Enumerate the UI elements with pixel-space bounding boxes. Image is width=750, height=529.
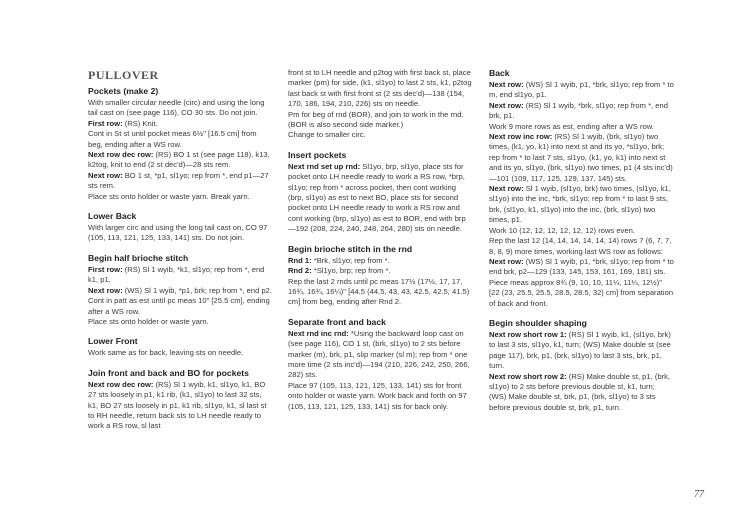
instruction-text: With smaller circular needle (circ) and using the long tail cast on (see page 116), CO 30 sts. Do not join. [88, 98, 265, 118]
instruction-text: (RS) BO 1 st (see page 118), k13, k2tog, knit to end (2 st dec'd)—28 sts rem. [88, 150, 270, 170]
instruction-text: (RS) Sl 1 wyib, (brk, sl1yo) two times, (k1, yo, k1) into next st and its yo, *sl1yo, brk; rep from * to last 7 sts, sl1yo, (k1, yo, k1) into next st and its yo, sl1yo, (brk, sl1yo) two times, p1 (4 sts inc'd)—101 (109, 117, 125, 129, 137, 145) sts. [489, 132, 673, 183]
instruction-paragraph [88, 119, 273, 129]
instruction-paragraph [489, 236, 674, 257]
row-label: Next row: [489, 256, 524, 266]
section [489, 318, 674, 413]
instruction-text: front st to LH needle and p2tog with first back st, place marker (pm) for side, (k1, sl1yo) to last 2 sts, k1, p2tog last back st with first front st (2 sts dec'd)—138 (154, 170, 186, 194, 210, 226) sts on needle. [288, 68, 472, 109]
instruction-paragraph [88, 223, 273, 244]
instruction-text: *Using the backward loop cast on (see page 116), CO 1 st, (brk, sl1yo) to 2 sts before marker (m), brk, p1, slip marker (sl m); rep from * one more time (2 sts inc'd)—194 (210, 226, 242, 250, 266, 282) sts. [288, 328, 470, 380]
instruction-paragraph [489, 80, 674, 101]
instruction-text: (RS) Knit. [122, 118, 158, 128]
section [88, 368, 273, 432]
instruction-paragraph [88, 317, 273, 327]
instruction-text: Work same as for back, leaving sts on needle. [88, 348, 244, 358]
page-number: 77 [694, 489, 704, 500]
section-heading: Begin half brioche stitch [88, 252, 189, 263]
instruction-paragraph [288, 68, 473, 110]
instruction-paragraph [88, 98, 273, 119]
section-heading: Begin brioche stitch in the rnd [288, 243, 413, 254]
section-heading: Begin shoulder shaping [489, 317, 587, 328]
section-heading: Insert pockets [288, 149, 347, 160]
column-2 [288, 68, 473, 421]
instruction-paragraph [489, 372, 674, 414]
instruction-paragraph [88, 171, 273, 192]
instruction-paragraph [88, 286, 273, 296]
pattern-title: PULLOVER [88, 68, 159, 82]
instruction-text: (RS) Sl 1 wyib, *brk, sl1yo; rep from *, end brk, p1. [489, 100, 668, 121]
instruction-paragraph [288, 266, 473, 276]
instruction-text: Place sts onto holder or waste yarn. Break yarn. [88, 191, 250, 201]
section-heading: Back [489, 68, 510, 78]
instruction-text: With larger circ and using the long tail cast on, CO 97 (105, 113, 121, 125, 133, 141) sts. Do not join. [88, 223, 268, 243]
column-1 [88, 68, 273, 441]
instruction-text: (WS) Sl 1 wyib, p1, *brk, sl1yo; rep from * to m, end sl1yo, p1. [489, 80, 674, 100]
section [288, 150, 473, 235]
row-label: Next row: [88, 170, 123, 180]
instruction-paragraph [88, 192, 273, 202]
section [288, 68, 473, 141]
section-heading: Lower Front [88, 336, 138, 347]
instruction-text: Place 97 (105, 113, 121, 125, 133, 141) sts for front onto holder or waste yarn. Work back and forth on 97 (105, 113, 121, 125, 133, 141) sts for back only. [288, 380, 467, 411]
column-3 [489, 68, 674, 422]
instruction-paragraph [88, 296, 273, 317]
section [288, 317, 473, 412]
instruction-text: Work 9 more rows as est, ending after a WS row. [489, 121, 654, 131]
section [88, 336, 273, 358]
section [88, 253, 273, 327]
instruction-text: (RS) Sl 1 wyib, k1, sl1yo, k1, BO 27 sts loosely in p1, k1 rib, (k1, sl1yo) to last 32 sts, k1, BO 27 sts loosely in p1, k1 rib, sl1yo, k1, sl last st to RH needle, return back sts to LH needle ready to work a RS row, sl last [88, 379, 267, 431]
instruction-text: Pm for beg of rnd (BOR), and join to work in the rnd. (BOR is also second side marker.) [288, 109, 464, 130]
section [288, 244, 473, 308]
instruction-text: Cont in patt as est until pc meas 10" [25.5 cm], ending after a WS row. [88, 296, 270, 316]
instruction-text: Place sts onto holder or waste yarn. [88, 316, 209, 326]
row-label: Next row dec row: [88, 150, 154, 160]
section [88, 211, 273, 244]
instruction-paragraph [288, 162, 473, 235]
section [489, 68, 674, 309]
row-label: Next row short row 1: [489, 329, 567, 339]
row-label: Next row: [489, 100, 524, 110]
instruction-paragraph [489, 101, 674, 122]
instruction-paragraph [88, 129, 273, 150]
instruction-text: Change to smaller circ. [288, 130, 366, 140]
row-label: Next row inc row: [489, 132, 553, 142]
instruction-text: Rep the last 2 rnds until pc meas 17½ (17½, 17, 17, 16¾, 16¾, 16¼)" [44.5 (44.5, 43, 43, 42.5, 42.5, 41.5) cm] from beg, ending after Rnd 2. [288, 276, 470, 307]
instruction-paragraph [288, 130, 473, 140]
instruction-paragraph [88, 348, 273, 358]
row-label: First row: [88, 264, 123, 274]
section-heading: Pockets (make 2) [88, 86, 159, 96]
instruction-paragraph [489, 226, 674, 236]
instruction-text: (RS) Sl 1 wyib, k1, (sl1yo, brk) to last 3 sts, sl1yo, k1, turn; (WS) Make double st (see page 117), brk, p1, (brk, sl1yo) to last 3 sts, brk, p1, turn. [489, 329, 671, 371]
row-label: Next rnd inc rnd: [288, 328, 349, 338]
instruction-text: Cont in St st until pocket meas 6½" [16.5 cm] from beg, ending after a WS row. [88, 129, 257, 149]
instruction-paragraph [489, 257, 674, 278]
instruction-paragraph [88, 150, 273, 171]
section-heading: Join front and back and BO for pockets [88, 367, 249, 378]
row-label: Rnd 2: [288, 266, 312, 276]
instruction-paragraph [489, 184, 674, 226]
instruction-paragraph [489, 132, 674, 184]
instruction-paragraph [288, 256, 473, 266]
section [88, 86, 273, 202]
instruction-text: (RS) Sl 1 wyib, *k1, sl1yo; rep from *, end k1, p1. [88, 264, 265, 285]
instruction-paragraph [489, 330, 674, 372]
instruction-paragraph [288, 277, 473, 308]
instruction-text: (WS) Sl 1 wyib, p1, *brk, sl1yo; rep from * to end brk, p2—129 (133, 145, 153, 161, 169, 181) sts. [489, 256, 674, 277]
instruction-paragraph [88, 380, 273, 432]
instruction-text: (RS) Make double st, p1, (brk, sl1yo) to 2 sts before previous double st, k1, turn; (WS) Make double st, brk, p1, (brk, sl1yo) to 3 sts before previous double st, brk, p1, turn. [489, 371, 671, 412]
instruction-text: Piece meas approx 8¾ (9, 10, 10, 11¼, 11¼, 12½)" [22 (23, 25.5, 25.5, 28.5, 28.5, 32) cm] from separation of back and front. [489, 277, 674, 308]
section-heading: Separate front and back [288, 316, 386, 327]
instruction-text: Work 10 (12, 12, 12, 12, 12, 12) rows even. [489, 225, 635, 235]
instruction-paragraph [288, 381, 473, 412]
instruction-paragraph [489, 122, 674, 132]
instruction-paragraph [489, 278, 674, 309]
instruction-text: Rep the last 12 (14, 14, 14, 14, 14, 14) rows 7 (6, 7, 7, 8, 8, 9) more times, working last WS row as follows: [489, 236, 672, 256]
instruction-paragraph [288, 329, 473, 381]
instruction-text: Sl1yo, brp, sl1yo, place sts for pocket onto LH needle ready to work a RS row, *brp, sl1yo; rep from * across pocket, then cont working (brp, sl1yo) as est to next BO, place sts for second pocket onto LH needle ready to work a RS row and cont working (brp, sl1yo) as est to BOR, end with brp—192 (208, 224, 240, 248, 264, 280) sts on needle. [288, 161, 466, 234]
row-label: Next rnd set up rnd: [288, 161, 361, 171]
row-label: First row: [88, 118, 123, 128]
section-heading: Lower Back [88, 211, 137, 222]
row-label: Rnd 1: [288, 255, 312, 265]
instruction-paragraph [288, 110, 473, 131]
row-label: Next row short row 2: [489, 371, 567, 381]
instruction-text: (WS) Sl 1 wyib, *p1, brk; rep from *, end p2. [122, 285, 273, 295]
instruction-text: *Brk, sl1yo; rep from *. [311, 255, 390, 265]
row-label: Next row: [88, 285, 123, 295]
instruction-text: BO 1 st, *p1, sl1yo; rep from *, end p1—27 sts rem. [88, 170, 269, 191]
instruction-text: Sl 1 wyib, (sl1yo, brk) two times, (sl1yo, k1, sl1yo) into the inc, *brk, sl1yo; rep from * to last 9 sts, brk, (sl1yo, k1, sl1yo) into the inc, (brk, sl1yo) two times, p1. [489, 184, 671, 225]
row-label: Next row: [489, 80, 524, 89]
row-label: Next row: [489, 184, 524, 194]
row-label: Next row dec row: [88, 379, 154, 389]
instruction-paragraph [88, 265, 273, 286]
instruction-text: *Sl1yo, brp; rep from *. [311, 266, 391, 276]
